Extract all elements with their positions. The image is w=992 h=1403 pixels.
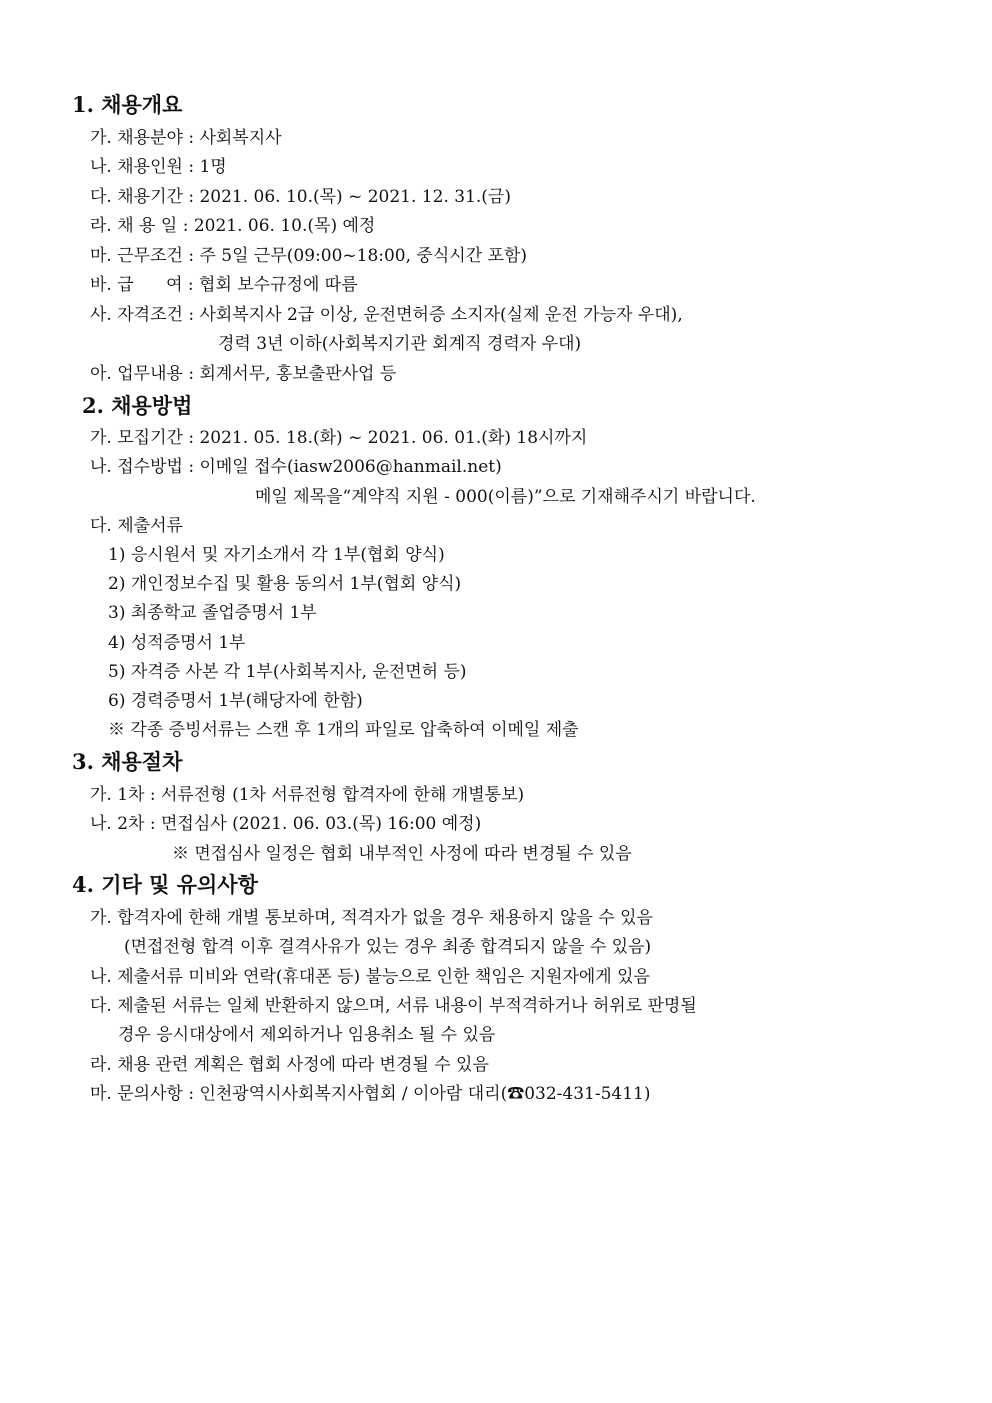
s2-document-item: 4) 성적증명서 1부 [108, 633, 246, 653]
s2-field-documents: 다. 제출서류 [90, 516, 183, 536]
s4-contact: 마. 문의사항 : 인천광역시사회복지사협회 / 이아람 대리(☎032-431-5411) [90, 1084, 651, 1104]
section-4-heading: 4. 기타 및 유의사항 [72, 872, 258, 897]
s1-field-working-conditions: 마. 근무조건 : 주 5일 근무(09:00~18:00, 중식시간 포함) [90, 246, 527, 266]
s1-field-recruitment-area: 가. 채용분야 : 사회복지사 [90, 128, 282, 148]
s4-note-item: 라. 채용 관련 계획은 협회 사정에 따라 변경될 수 있음 [90, 1055, 489, 1075]
s2-document-item: 6) 경력증명서 1부(해당자에 한함) [108, 691, 363, 711]
section-1-heading: 1. 채용개요 [72, 92, 183, 117]
s2-email-subject-note: 메일 제목을“계약직 지원 - 000(이름)”으로 기재해주시기 바랍니다. [255, 487, 756, 507]
section-3-heading: 3. 채용절차 [72, 749, 183, 774]
s3-step-2: 나. 2차 : 면접심사 (2021. 06. 03.(목) 16:00 예정) [90, 814, 482, 834]
s2-document-item: 5) 자격증 사본 각 1부(사회복지사, 운전면허 등) [108, 662, 467, 682]
s1-field-employment-period: 다. 채용기간 : 2021. 06. 10.(목) ~ 2021. 12. 31.(금) [90, 187, 511, 207]
s3-step-1: 가. 1차 : 서류전형 (1차 서류전형 합격자에 한해 개별통보) [90, 785, 525, 805]
s2-field-application-method: 나. 접수방법 : 이메일 접수(iasw2006@hanmail.net) [90, 457, 502, 477]
s1-field-headcount: 나. 채용인원 : 1명 [90, 157, 227, 177]
s4-note-item-cont: 경우 응시대상에서 제외하거나 임용취소 될 수 있음 [118, 1025, 496, 1045]
s1-field-start-date: 라. 채 용 일 : 2021. 06. 10.(목) 예정 [90, 216, 376, 236]
s1-field-duties: 아. 업무내용 : 회계서무, 홍보출판사업 등 [90, 364, 397, 384]
section-2-heading: 2. 채용방법 [82, 393, 193, 418]
s4-note-item: 가. 합격자에 한해 개별 통보하며, 적격자가 없을 경우 채용하지 않을 수 있음 [90, 908, 653, 928]
s4-note-item-cont: (면접전형 합격 이후 결격사유가 있는 경우 최종 합격되지 않을 수 있음) [124, 937, 652, 957]
s1-field-qualifications: 사. 자격조건 : 사회복지사 2급 이상, 운전면허증 소지자(실제 운전 가능자 우대), [90, 305, 683, 325]
s2-field-application-period: 가. 모집기간 : 2021. 05. 18.(화) ~ 2021. 06. 01.(화) 18시까지 [90, 428, 588, 448]
s1-field-salary: 바. 급 여 : 협회 보수규정에 따름 [90, 275, 358, 295]
s2-document-item: 1) 응시원서 및 자기소개서 각 1부(협회 양식) [108, 545, 445, 565]
s1-field-qualifications-cont: 경력 3년 이하(사회복지기관 회계직 경력자 우대) [218, 334, 582, 354]
s4-note-item: 나. 제출서류 미비와 연락(휴대폰 등) 불능으로 인한 책임은 지원자에게 있음 [90, 967, 650, 987]
s4-note-item: 다. 제출된 서류는 일체 반환하지 않으며, 서류 내용이 부적격하거나 허위로 판명될 [90, 996, 697, 1016]
s3-schedule-note: ※ 면접심사 일정은 협회 내부적인 사정에 따라 변경될 수 있음 [172, 844, 632, 864]
s2-document-item: 3) 최종학교 졸업증명서 1부 [108, 603, 317, 623]
s2-documents-note: ※ 각종 증빙서류는 스캔 후 1개의 파일로 압축하여 이메일 제출 [108, 720, 579, 740]
s2-document-item: 2) 개인정보수집 및 활용 동의서 1부(협회 양식) [108, 574, 462, 594]
